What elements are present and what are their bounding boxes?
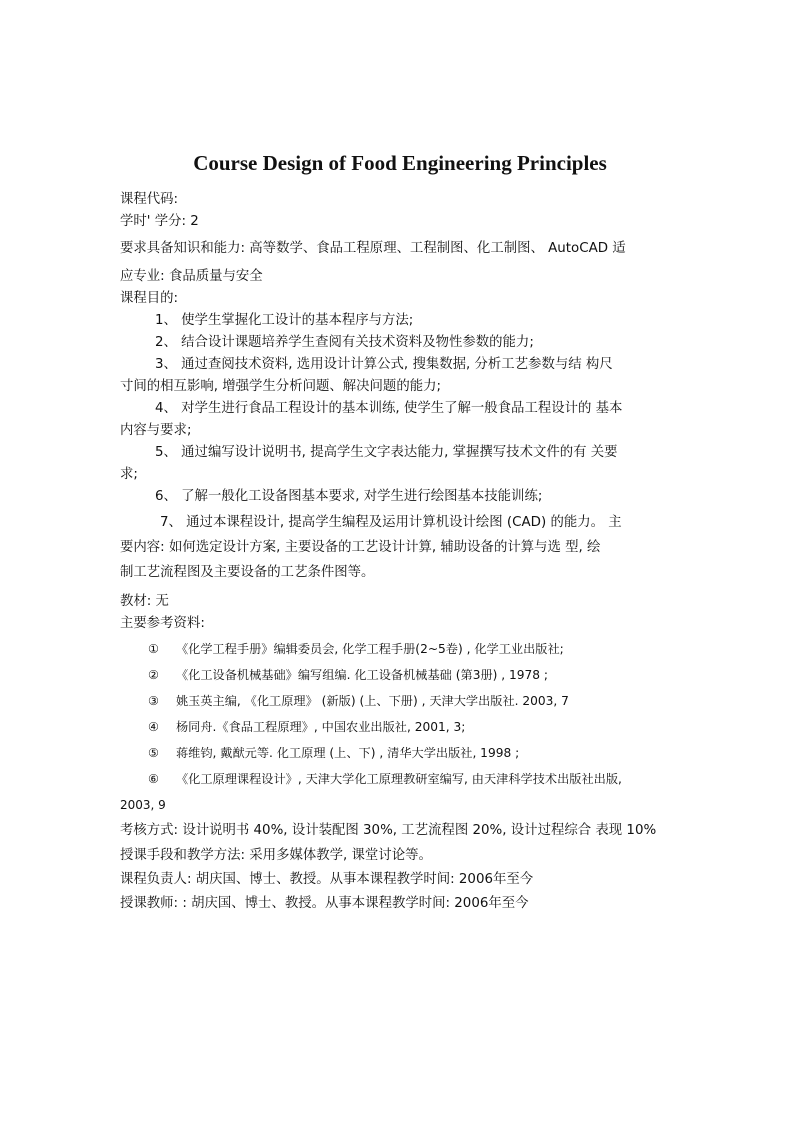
reference-number: ④ (148, 720, 159, 734)
objective-item-continuation: 寸间的相互影响, 增强学生分析问题、解决问题的能力; (120, 379, 442, 394)
reference-text: 《化工设备机械基础》编写组编. 化工设备机械基础 (第3册) , 1978 ; (176, 668, 549, 682)
objective-item: 3、 通过查阅技术资料, 选用设计计算公式, 搜集数据, 分析工艺参数与结 构尺 (155, 357, 613, 372)
reference-text: 蒋维钧, 戴猷元等. 化工原理 (上、下) , 清华大学出版社, 1998 ; (176, 746, 520, 760)
reference-text: 姚玉英主编, 《化工原理》 (新版) (上、下册) , 天津大学出版社. 2003, 7 (176, 694, 569, 708)
objective-item-continuation: 求; (120, 467, 138, 482)
reference-item (148, 718, 465, 736)
main-content-continuation: 制工艺流程图及主要设备的工艺条件图等。 (120, 565, 375, 580)
applicable-major: 应专业: 食品质量与安全 (120, 269, 263, 284)
document-title: Course Design of Food Engineering Principles (193, 151, 607, 175)
objective-item: 2、 结合设计课题培养学生查阅有关技术资料及物性参数的能力; (155, 335, 534, 350)
reference-number: ⑥ (148, 772, 159, 786)
course-code: 课程代码: (120, 192, 179, 207)
reference-item (148, 692, 569, 710)
objective-item-continuation: 内容与要求; (120, 423, 192, 438)
objective-item: 7、 通过本课程设计, 提高学生编程及运用计算机设计绘图 (CAD) 的能力。 主 (160, 515, 622, 530)
reference-item (148, 744, 519, 762)
assessment-method: 考核方式: 设计说明书 40%, 设计装配图 30%, 工艺流程图 20%, 设计过程综合 表现 10% (120, 823, 657, 838)
reference-item (148, 770, 622, 788)
objective-item: 6、 了解一般化工设备图基本要求, 对学生进行绘图基本技能训练; (155, 489, 543, 504)
reference-continuation: 2003, 9 (120, 798, 166, 812)
reference-text: 《化工原理课程设计》, 天津大学化工原理教研室编写, 由天津科学技术出版社出版, (176, 772, 622, 786)
reference-number: ③ (148, 694, 159, 708)
reference-item (148, 666, 548, 684)
objective-item: 4、 对学生进行食品工程设计的基本训练, 使学生了解一般食品工程设计的 基本 (155, 401, 623, 416)
prerequisites: 要求具备知识和能力: 高等数学、食品工程原理、工程制图、化工制图、 AutoCAD 适 (120, 241, 626, 256)
instructor: 授课教师: : 胡庆国、博士、教授。从事本课程教学时间: 2006年至今 (120, 896, 529, 911)
reference-number: ⑤ (148, 746, 159, 760)
main-content: 要内容: 如何选定设计方案, 主要设备的工艺设计计算, 辅助设备的计算与选 型, 绘 (120, 540, 601, 555)
references-heading: 主要参考资料: (120, 616, 205, 631)
objectives-heading: 课程目的: (120, 291, 179, 306)
course-leader: 课程负责人: 胡庆国、博士、教授。从事本课程教学时间: 2006年至今 (120, 872, 534, 887)
reference-text: 杨同舟.《食品工程原理》, 中国农业出版社, 2001, 3; (176, 720, 466, 734)
objective-item: 5、 通过编写设计说明书, 提高学生文字表达能力, 掌握撰写技术文件的有 关要 (155, 445, 618, 460)
teaching-method: 授课手段和教学方法: 采用多媒体教学, 课堂讨论等。 (120, 848, 432, 863)
hours-credits: 学时' 学分: 2 (120, 214, 199, 229)
reference-number: ② (148, 668, 159, 682)
reference-text: 《化学工程手册》编辑委员会, 化学工程手册(2~5卷) , 化学工业出版社; (176, 642, 564, 656)
objective-item: 1、 使学生掌握化工设计的基本程序与方法; (155, 313, 414, 328)
textbook: 教材: 无 (120, 594, 169, 609)
reference-number: ① (148, 642, 159, 656)
reference-item (148, 640, 564, 658)
